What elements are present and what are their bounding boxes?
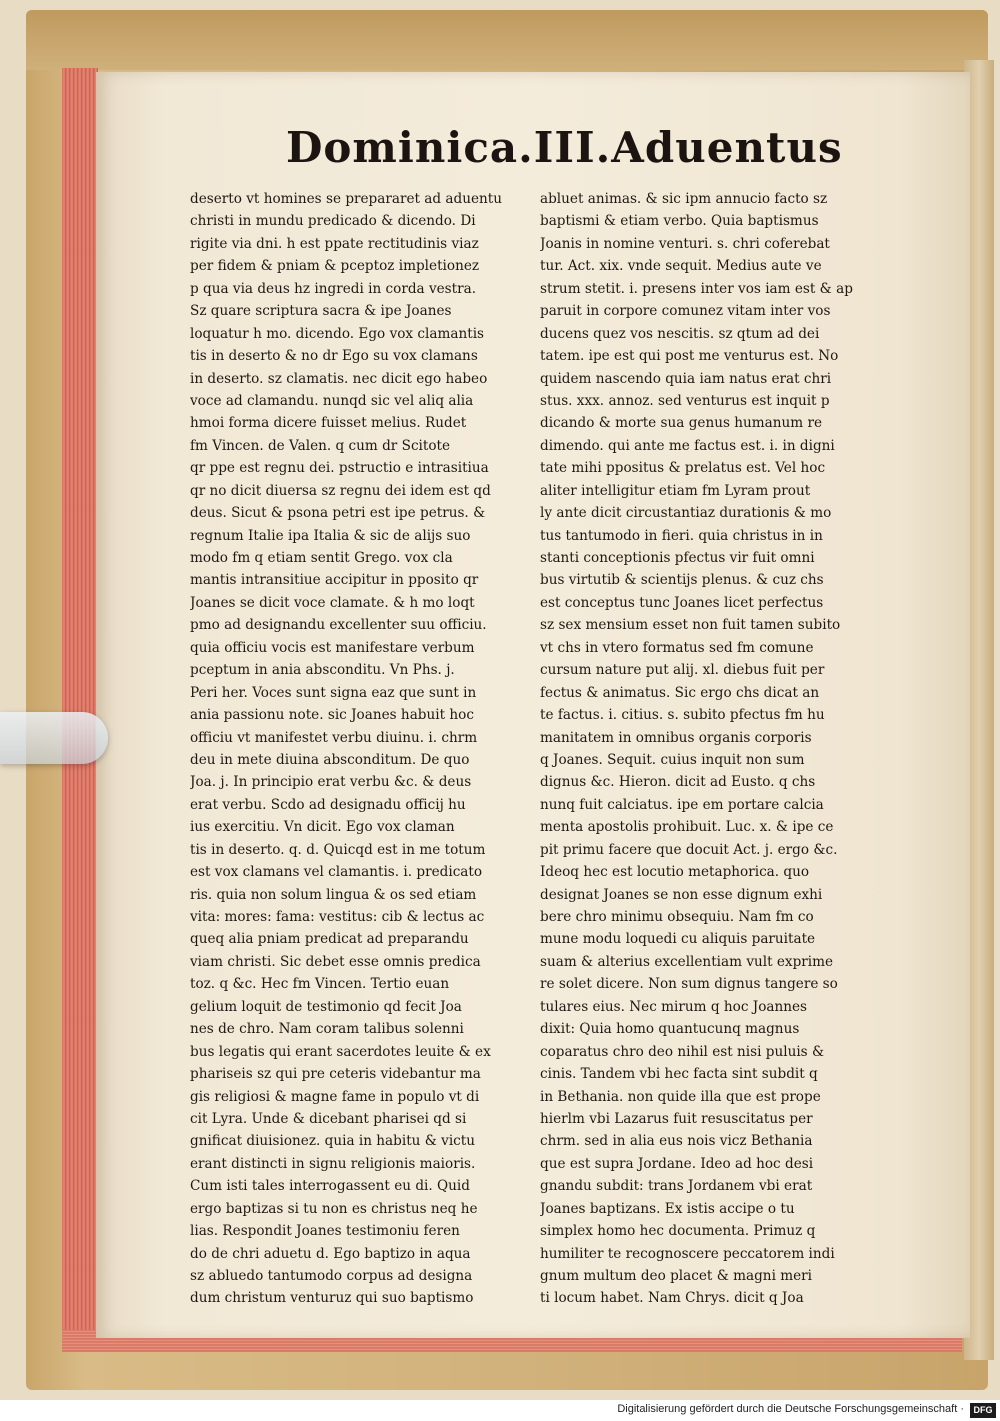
text-line: que est supra Jordane. Ideo ad hoc desi — [540, 1155, 814, 1172]
text-line: vt chs in vtero formatus sed fm comune — [540, 639, 814, 656]
text-line: ergo baptizas si tu non es christus neq he — [190, 1200, 478, 1217]
text-line: deserto vt homines se prepararet ad aduentu — [190, 191, 502, 207]
text-line: dimendo. qui ante me factus est. i. in digni — [540, 437, 835, 454]
text-line: officiu vt manifestet verbu diuinu. i. chrm — [190, 729, 478, 746]
text-line: Cum isti tales interrogassent eu di. Quid — [190, 1178, 470, 1195]
text-line: gnificat diuisionez. quia in habitu & victu — [190, 1133, 476, 1150]
text-line: paruit in corpore comunez vitam inter vos — [540, 303, 831, 320]
text-line: coparatus chro deo nihil est nisi puluis & — [540, 1043, 825, 1060]
text-line: loquatur h mo. dicendo. Ego vox clamantis — [190, 325, 485, 342]
text-line: modo fm q etiam sentit Grego. vox cla — [190, 550, 453, 566]
text-line: cinis. Tandem vbi hec facta sint subdit q — [540, 1066, 818, 1083]
red-page-edges — [62, 68, 98, 1348]
text-line: est vox clamans vel clamantis. i. predicato — [190, 864, 483, 881]
text-line: tatem. ipe est qui post me venturus est. No — [540, 348, 839, 365]
text-line: vita: mores: fama: vestitus: cib & lectus ac — [190, 909, 485, 925]
text-line: pmo ad designandu excellenter suu officiu. — [190, 617, 487, 634]
text-line: per fidem & pniam & pceptoz impletionez — [190, 258, 480, 275]
text-line: q Joanes. Sequit. cuius inquit non sum — [540, 751, 805, 768]
text-line: nes de chro. Nam coram talibus solenni — [190, 1021, 464, 1038]
text-line: suam & alterius excellentiam vult exprime — [540, 953, 834, 970]
text-line: qr no dicit diuersa sz regnu dei idem est qd — [190, 482, 491, 499]
text-line: Joanis in nomine venturi. s. chri coferebat — [540, 235, 830, 252]
text-line: tis in deserto & no dr Ego su vox clamans — [190, 348, 478, 365]
text-line: in Bethania. non quide illa que est prope — [540, 1088, 821, 1105]
page-clip — [0, 712, 108, 764]
dfg-logo: DFG — [970, 1403, 996, 1418]
text-line: gelium loquit de testimonio qd fecit Joa — [190, 998, 462, 1015]
footer-bar — [0, 1400, 1000, 1421]
text-line: tus tantumodo in fieri. quia christus in in — [540, 527, 823, 544]
text-line: voce ad clamandu. nunqd sic vel aliq alia — [190, 392, 474, 409]
text-line: cursum nature put alij. xl. diebus fuit per — [540, 662, 825, 679]
text-line: bus virtutib & scientijs plenus. & cuz chs — [540, 572, 824, 589]
text-line: pceptum in ania absconditu. Vn Phs. j. — [190, 662, 455, 679]
left-text-column — [190, 188, 520, 1310]
text-line: gnum multum deo placet & magni meri — [540, 1268, 813, 1284]
text-line: Peri her. Voces sunt signa eaz que sunt in — [190, 684, 477, 701]
text-line: strum stetit. i. presens inter vos iam est & ap — [540, 280, 853, 297]
text-line: manitatem in omnibus organis corporis — [540, 729, 812, 746]
text-line: humiliter te recognoscere peccatorem indi — [540, 1245, 835, 1262]
text-line: toz. q &c. Hec fm Vincen. Tertio euan — [190, 976, 450, 993]
text-line: quia officiu vocis est manifestare verbum — [190, 639, 475, 656]
text-line: hierlm vbi Lazarus fuit resuscitatus per — [540, 1110, 813, 1127]
right-text-column — [540, 188, 870, 1310]
text-line: tur. Act. xix. vnde sequit. Medius aute ve — [540, 258, 822, 275]
text-line: qr ppe est regnu dei. pstructio e intrasitiua — [190, 460, 489, 477]
text-line: menta apostolis prohibuit. Luc. x. & ipe ce — [540, 819, 834, 836]
text-line: Joanes baptizans. Ex istis accipe o tu — [540, 1200, 795, 1217]
text-line: re solet dicere. Non sum dignus tangere so — [540, 976, 838, 993]
text-line: nunq fuit calciatus. ipe em portare calcia — [540, 796, 824, 813]
text-line: ti locum habet. Nam Chrys. dicit q Joa — [540, 1290, 804, 1307]
text-line: tis in deserto. q. d. Quicqd est in me totum — [190, 841, 486, 858]
footer-credit: Digitalisierung gefördert durch die Deutsche Forschungsgemeinschaft · — [617, 1403, 964, 1415]
text-line: Joanes se dicit voce clamate. & h mo loqt — [190, 594, 475, 611]
text-line: bere chro minimu obsequiu. Nam fm co — [540, 909, 814, 925]
text-line: p qua via deus hz ingredi in corda vestra. — [190, 280, 477, 297]
text-line: erat verbu. Scdo ad designadu officij hu — [190, 796, 466, 813]
text-line: pit primu facere que docuit Act. j. ergo &c. — [540, 841, 838, 858]
text-line: dixit: Quia homo quantucunq magnus — [540, 1021, 800, 1038]
text-line: designat Joanes se non esse dignum exhi — [540, 886, 823, 903]
text-line: erant distincti in signu religionis maioris. — [190, 1155, 476, 1172]
text-line: Joa. j. In principio erat verbu &c. & deus — [190, 774, 472, 791]
text-line: Sz quare scriptura sacra & ipe Joanes — [190, 303, 452, 320]
text-line: ania passionu note. sic Joanes habuit hoc — [190, 707, 474, 724]
text-line: ly ante dicit circustantiaz durationis & mo — [540, 505, 832, 522]
text-line: chrm. sed in alia eus nois vicz Bethania — [540, 1133, 813, 1150]
text-line: stanti conceptionis pfectus vir fuit omni — [540, 550, 815, 566]
text-line: dicando & morte sua genus humanum re — [540, 415, 823, 432]
text-line: stus. xxx. annoz. sed venturus est inquit p — [540, 392, 830, 409]
text-line: baptismi & etiam verbo. Quia baptismus — [540, 213, 819, 230]
text-line: rigite via dni. h est ppate rectitudinis viaz — [190, 235, 479, 252]
text-line: ris. quia non solum lingua & os sed etiam — [190, 886, 477, 903]
running-title: Dominica.III.Aduentus — [286, 123, 843, 172]
text-line: dignus &c. Hieron. dicit ad Eusto. q chs — [540, 774, 816, 791]
text-line: dum christum venturuz qui suo baptismo — [190, 1290, 474, 1307]
text-line: christi in mundu predicado & dicendo. Di — [190, 213, 476, 230]
text-line: gis religiosi & magne fame in populo vt di — [190, 1088, 480, 1105]
text-line: lias. Respondit Joanes testimoniu feren — [190, 1223, 460, 1240]
text-line: aliter intelligitur etiam fm Lyram prout — [540, 482, 811, 499]
text-line: bus legatis qui erant sacerdotes leuite & ex — [190, 1043, 491, 1060]
book-top-edge — [26, 10, 988, 70]
text-line: deu in mete diuina absconditum. De quo — [190, 751, 470, 768]
text-line: ducens quez vos nescitis. sz qtum ad dei — [540, 325, 820, 342]
text-line: queq alia pniam predicat ad preparandu — [190, 931, 469, 948]
text-line: mantis intransitiue accipitur in pposito qr — [190, 572, 479, 589]
text-line: tulares eius. Nec mirum q hoc Joannes — [540, 998, 808, 1015]
text-line: regnum Italie ipa Italia & sic de alijs suo — [190, 527, 471, 544]
text-line: do de chri aduetu d. Ego baptizo in aqua — [190, 1245, 471, 1262]
text-line: fm Vincen. de Valen. q cum dr Scitote — [190, 437, 451, 454]
text-line: cit Lyra. Unde & dicebant pharisei qd si — [190, 1110, 467, 1127]
text-line: quidem nascendo quia iam natus erat chri — [540, 370, 832, 387]
text-line: mune modu loquedi cu aliquis paruitate — [540, 931, 816, 948]
text-line: phariseis sz qui pre ceteris videbantur ma — [190, 1066, 481, 1083]
text-line: simplex homo hec documenta. Primuz q — [540, 1223, 816, 1240]
text-line: hmoi forma dicere fuisset melius. Rudet — [190, 415, 467, 432]
text-line: est conceptus tunc Joanes licet perfectus — [540, 594, 824, 611]
text-line: abluet animas. & sic ipm annucio facto sz — [540, 191, 828, 207]
text-line: deus. Sicut & psona petri est ipe petrus. & — [190, 505, 486, 522]
text-line: tate mihi ppositus & prelatus est. Vel hoc — [540, 460, 826, 477]
text-line: fectus & animatus. Sic ergo chs dicat an — [540, 684, 820, 701]
text-line: te factus. i. citius. s. subito pfectus fm hu — [540, 707, 825, 724]
text-line: in deserto. sz clamatis. nec dicit ego habeo — [190, 370, 488, 387]
text-line: sz abluedo tantumodo corpus ad designa — [190, 1268, 473, 1284]
text-line: gnandu subdit: trans Jordanem vbi erat — [540, 1178, 813, 1195]
text-line: viam christi. Sic debet esse omnis predica — [190, 953, 481, 970]
text-line: Ideoq hec est locutio metaphorica. quo — [540, 864, 810, 881]
text-line: sz sex mensium esset non fuit tamen subito — [540, 617, 841, 634]
text-line: ius exercitiu. Vn dicit. Ego vox claman — [190, 819, 455, 836]
